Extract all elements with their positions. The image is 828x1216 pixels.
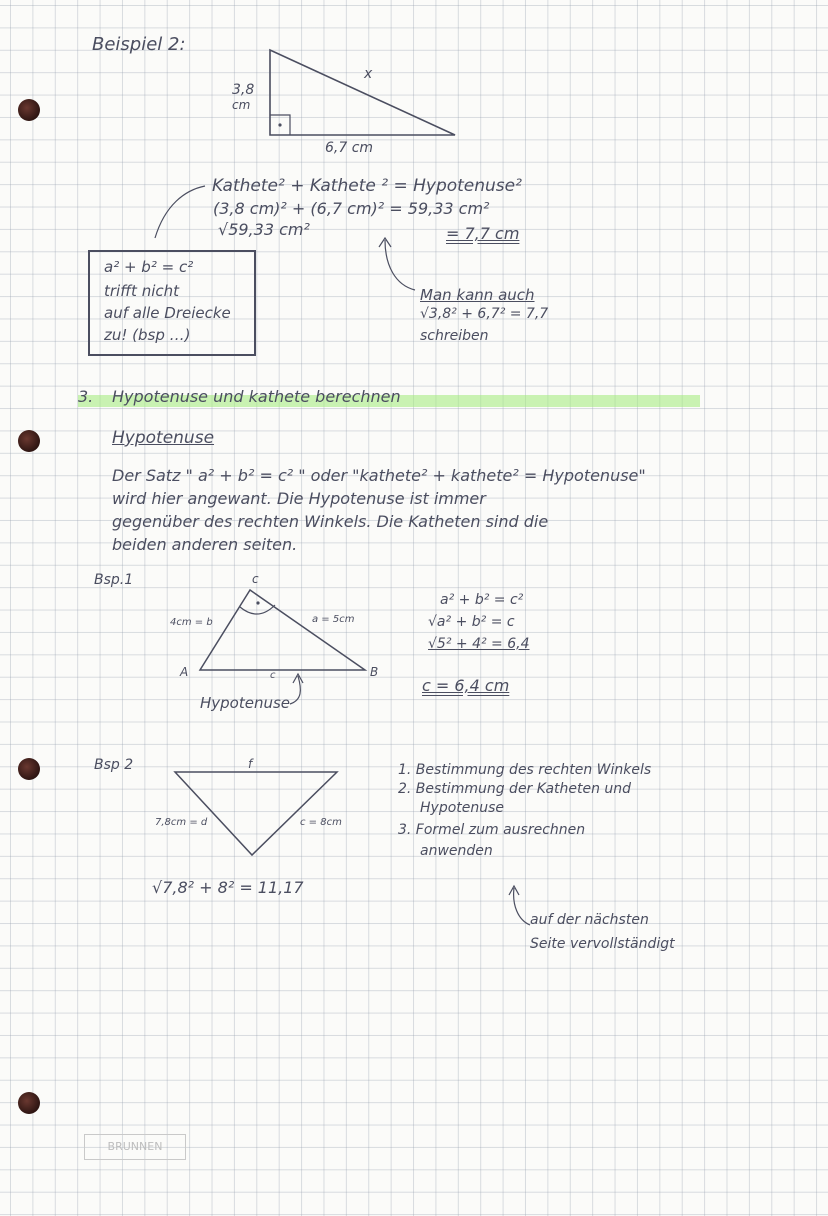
bsp2-left-label: 7,8cm = d (155, 817, 208, 828)
bsp2-calc: √7,8² + 8² = 11,17 (152, 878, 304, 897)
paragraph-line1: Der Satz " a² + b² = c² " oder "kathete² + kathete² = Hypotenuse" (112, 466, 646, 485)
paragraph-line3: gegenüber des rechten Winkels. Die Katheten sind die (112, 512, 549, 531)
calc1-line1: Kathete² + Kathete ² = Hypotenuse² (212, 176, 522, 196)
bsp2-step1: 1. Bestimmung des rechten Winkels (398, 762, 652, 778)
side-note-line1: Man kann auch (420, 286, 535, 304)
calc1-line2: (3,8 cm)² + (6,7 cm)² = 59,33 cm² (213, 199, 490, 218)
box-line1: a² + b² = c² (104, 258, 194, 276)
bsp1-side-b: 4cm = b (170, 617, 213, 628)
bsp2-step3b: anwenden (420, 843, 493, 859)
right-angle-dot (278, 123, 281, 126)
bsp2-right-label: c = 8cm (300, 817, 342, 828)
bsp1-vertex-c: c (252, 572, 259, 586)
triangle1-side-label: 3,8 (232, 82, 255, 98)
box-line4: zu! (bsp …) (104, 326, 191, 344)
bsp2-step3: 3. Formel zum ausrechnen (398, 822, 586, 838)
bsp1-result: c = 6,4 cm (422, 676, 510, 695)
triangle-bsp2 (175, 772, 337, 855)
bsp1-calc3: √5² + 4² = 6,4 (428, 636, 530, 652)
bsp2-step2: 2. Bestimmung der Katheten und (398, 781, 632, 797)
paragraph-line2: wird hier angewant. Die Hypotenuse ist immer (112, 489, 486, 508)
calc1-result: = 7,7 cm (446, 224, 520, 243)
bsp1-calc2: √a² + b² = c (428, 614, 515, 630)
bsp2-label: Bsp 2 (94, 757, 134, 773)
box-arrow (155, 186, 205, 238)
right-triangle-1 (270, 50, 455, 135)
bsp2-note2: Seite vervollständigt (530, 936, 675, 952)
side-note-line2: √3,8² + 6,7² = 7,7 (420, 306, 549, 322)
bsp1-side-c: c (270, 670, 276, 681)
triangle1-side-unit: cm (232, 98, 251, 112)
subheading-hypotenuse: Hypotenuse (112, 428, 215, 448)
paragraph-line4: beiden anderen seiten. (112, 535, 298, 554)
bsp1-calc1: a² + b² = c² (440, 592, 524, 608)
box-line2: trifft nicht (104, 282, 179, 300)
example-heading: Beispiel 2: (92, 34, 186, 55)
bsp2-note1: auf der nächsten (530, 912, 649, 928)
bsp1-vertex-b: B (370, 665, 379, 679)
box-line3: auf alle Dreiecke (104, 304, 231, 322)
section-number: 3. (78, 387, 94, 406)
bsp1-hyp-label: Hypotenuse (200, 694, 291, 712)
calc1-line3: √59,33 cm² (218, 220, 310, 239)
brunnen-logo: BRUNNEN (84, 1134, 186, 1160)
bsp1-label: Bsp.1 (94, 572, 134, 588)
triangle1-hyp-label: x (364, 66, 373, 82)
triangle-bsp1 (200, 590, 365, 670)
triangle1-base-label: 6,7 cm (325, 140, 374, 156)
note-arrow (385, 240, 415, 290)
bsp1-vertex-a: A (180, 665, 189, 679)
section-title: Hypotenuse und kathete berechnen (112, 387, 401, 406)
bsp2-top-label: f (248, 757, 253, 771)
side-note-line3: schreiben (420, 328, 489, 344)
bsp1-side-a: a = 5cm (312, 614, 355, 625)
bsp2-step2b: Hypotenuse (420, 800, 505, 816)
